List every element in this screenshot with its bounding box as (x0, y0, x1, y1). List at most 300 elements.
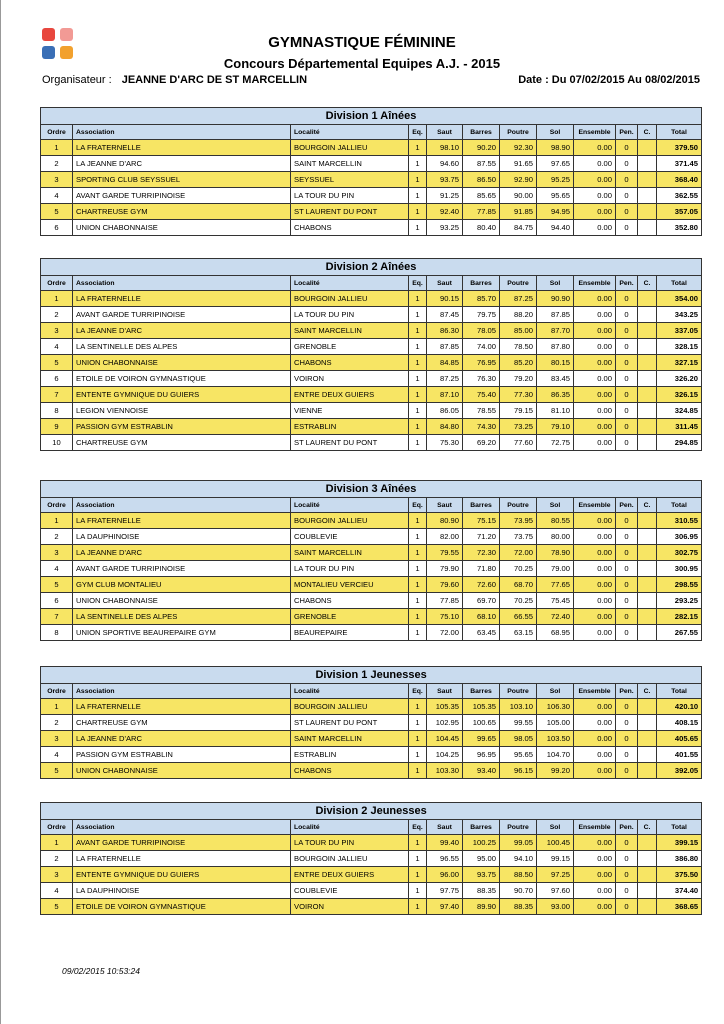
cell-floor: 86.35 (537, 387, 574, 403)
cell-team: 1 (409, 883, 427, 899)
cell-beam: 94.10 (500, 851, 537, 867)
cell-bars: 69.20 (463, 435, 500, 451)
cell-floor: 68.95 (537, 625, 574, 641)
cell-ensemble: 0.00 (574, 609, 616, 625)
cell-locality: SAINT MARCELLIN (291, 545, 409, 561)
cell-beam: 77.60 (500, 435, 537, 451)
cell-floor: 80.00 (537, 529, 574, 545)
cell-rank: 5 (41, 899, 73, 915)
cell-c (638, 715, 657, 731)
cell-ensemble: 0.00 (574, 172, 616, 188)
column-header-penalty: Pen. (616, 820, 638, 835)
column-header-beam: Poutre (500, 276, 537, 291)
column-header-vault: Saut (427, 684, 463, 699)
cell-c (638, 307, 657, 323)
cell-c (638, 419, 657, 435)
cell-rank: 1 (41, 513, 73, 529)
cell-beam: 99.55 (500, 715, 537, 731)
cell-penalty: 0 (616, 156, 638, 172)
cell-c (638, 747, 657, 763)
table-row (41, 172, 702, 188)
cell-rank: 5 (41, 763, 73, 779)
cell-bars: 76.95 (463, 355, 500, 371)
column-header-row (41, 125, 702, 140)
cell-locality: VIENNE (291, 403, 409, 419)
cell-vault: 87.10 (427, 387, 463, 403)
cell-team: 1 (409, 220, 427, 236)
column-header-row (41, 684, 702, 699)
cell-ensemble: 0.00 (574, 763, 616, 779)
column-header-team: Eq. (409, 820, 427, 835)
cell-total: 298.55 (657, 577, 702, 593)
column-header-beam: Poutre (500, 498, 537, 513)
cell-total: 326.15 (657, 387, 702, 403)
cell-beam: 103.10 (500, 699, 537, 715)
cell-penalty: 0 (616, 419, 638, 435)
column-header-locality: Localité (291, 125, 409, 140)
cell-team: 1 (409, 899, 427, 915)
cell-floor: 80.15 (537, 355, 574, 371)
cell-bars: 68.10 (463, 609, 500, 625)
cell-locality: CHABONS (291, 220, 409, 236)
column-header-total: Total (657, 820, 702, 835)
cell-total: 327.15 (657, 355, 702, 371)
cell-c (638, 188, 657, 204)
column-header-team: Eq. (409, 276, 427, 291)
cell-floor: 87.85 (537, 307, 574, 323)
cell-beam: 88.50 (500, 867, 537, 883)
column-header-rank: Ordre (41, 820, 73, 835)
cell-total: 343.25 (657, 307, 702, 323)
cell-locality: BOURGOIN JALLIEU (291, 851, 409, 867)
cell-association: UNION CHABONNAISE (73, 355, 291, 371)
cell-ensemble: 0.00 (574, 747, 616, 763)
cell-rank: 8 (41, 625, 73, 641)
cell-c (638, 371, 657, 387)
cell-ensemble: 0.00 (574, 577, 616, 593)
cell-c (638, 323, 657, 339)
cell-total: 379.50 (657, 140, 702, 156)
column-header-vault: Saut (427, 125, 463, 140)
cell-c (638, 291, 657, 307)
cell-association: LA FRATERNELLE (73, 699, 291, 715)
cell-floor: 79.10 (537, 419, 574, 435)
cell-team: 1 (409, 763, 427, 779)
cell-total: 311.45 (657, 419, 702, 435)
cell-c (638, 220, 657, 236)
cell-total: 420.10 (657, 699, 702, 715)
cell-floor: 95.65 (537, 188, 574, 204)
cell-team: 1 (409, 561, 427, 577)
cell-bars: 78.05 (463, 323, 500, 339)
cell-c (638, 204, 657, 220)
column-header-locality: Localité (291, 498, 409, 513)
cell-c (638, 140, 657, 156)
cell-team: 1 (409, 403, 427, 419)
cell-beam: 73.75 (500, 529, 537, 545)
cell-locality: COUBLEVIE (291, 883, 409, 899)
cell-locality: LA TOUR DU PIN (291, 188, 409, 204)
cell-penalty: 0 (616, 513, 638, 529)
cell-bars: 90.20 (463, 140, 500, 156)
cell-vault: 93.75 (427, 172, 463, 188)
cell-ensemble: 0.00 (574, 291, 616, 307)
cell-vault: 90.15 (427, 291, 463, 307)
cell-bars: 71.20 (463, 529, 500, 545)
cell-c (638, 561, 657, 577)
cell-total: 401.55 (657, 747, 702, 763)
cell-association: LA JEANNE D'ARC (73, 731, 291, 747)
cell-locality: ENTRE DEUX GUIERS (291, 867, 409, 883)
cell-vault: 79.60 (427, 577, 463, 593)
cell-total: 368.40 (657, 172, 702, 188)
cell-floor: 106.30 (537, 699, 574, 715)
cell-bars: 74.00 (463, 339, 500, 355)
cell-penalty: 0 (616, 625, 638, 641)
cell-floor: 103.50 (537, 731, 574, 747)
cell-ensemble: 0.00 (574, 835, 616, 851)
cell-rank: 4 (41, 883, 73, 899)
cell-penalty: 0 (616, 867, 638, 883)
cell-beam: 78.50 (500, 339, 537, 355)
cell-total: 306.95 (657, 529, 702, 545)
cell-bars: 89.90 (463, 899, 500, 915)
cell-beam: 72.00 (500, 545, 537, 561)
cell-beam: 73.25 (500, 419, 537, 435)
table-row (41, 307, 702, 323)
cell-locality: GRENOBLE (291, 609, 409, 625)
table-row (41, 867, 702, 883)
cell-floor: 87.80 (537, 339, 574, 355)
cell-vault: 87.45 (427, 307, 463, 323)
organizer-label: Organisateur : (42, 74, 112, 86)
cell-rank: 3 (41, 323, 73, 339)
table-row (41, 883, 702, 899)
cell-ensemble: 0.00 (574, 371, 616, 387)
column-header-rank: Ordre (41, 684, 73, 699)
cell-penalty: 0 (616, 204, 638, 220)
cell-vault: 86.05 (427, 403, 463, 419)
cell-rank: 2 (41, 529, 73, 545)
cell-bars: 96.95 (463, 747, 500, 763)
cell-rank: 9 (41, 419, 73, 435)
cell-beam: 85.20 (500, 355, 537, 371)
cell-association: GYM CLUB MONTALIEU (73, 577, 291, 593)
cell-bars: 93.75 (463, 867, 500, 883)
cell-vault: 82.00 (427, 529, 463, 545)
cell-penalty: 0 (616, 220, 638, 236)
column-header-ensemble: Ensemble (574, 820, 616, 835)
cell-beam: 92.30 (500, 140, 537, 156)
cell-total: 362.55 (657, 188, 702, 204)
cell-team: 1 (409, 593, 427, 609)
table-row (41, 835, 702, 851)
cell-vault: 80.90 (427, 513, 463, 529)
cell-team: 1 (409, 435, 427, 451)
table-row (41, 220, 702, 236)
column-header-rank: Ordre (41, 276, 73, 291)
cell-floor: 97.25 (537, 867, 574, 883)
cell-beam: 73.95 (500, 513, 537, 529)
cell-rank: 4 (41, 339, 73, 355)
cell-c (638, 513, 657, 529)
column-header-floor: Sol (537, 125, 574, 140)
cell-penalty: 0 (616, 291, 638, 307)
table-row (41, 747, 702, 763)
cell-c (638, 883, 657, 899)
column-header-penalty: Pen. (616, 276, 638, 291)
column-header-c: C. (638, 125, 657, 140)
cell-c (638, 835, 657, 851)
cell-rank: 3 (41, 867, 73, 883)
cell-locality: BOURGOIN JALLIEU (291, 699, 409, 715)
column-header-ensemble: Ensemble (574, 684, 616, 699)
cell-total: 352.80 (657, 220, 702, 236)
table-row (41, 851, 702, 867)
cell-vault: 87.85 (427, 339, 463, 355)
cell-ensemble: 0.00 (574, 867, 616, 883)
cell-team: 1 (409, 699, 427, 715)
cell-locality: VOIRON (291, 899, 409, 915)
cell-vault: 84.85 (427, 355, 463, 371)
column-header-bars: Barres (463, 276, 500, 291)
table-row (41, 763, 702, 779)
cell-vault: 77.85 (427, 593, 463, 609)
cell-penalty: 0 (616, 715, 638, 731)
cell-c (638, 387, 657, 403)
cell-penalty: 0 (616, 747, 638, 763)
cell-vault: 98.10 (427, 140, 463, 156)
cell-vault: 94.60 (427, 156, 463, 172)
cell-bars: 72.60 (463, 577, 500, 593)
column-header-vault: Saut (427, 820, 463, 835)
cell-association: UNION CHABONNAISE (73, 763, 291, 779)
cell-ensemble: 0.00 (574, 307, 616, 323)
cell-association: CHARTREUSE GYM (73, 204, 291, 220)
cell-rank: 2 (41, 715, 73, 731)
cell-penalty: 0 (616, 561, 638, 577)
column-header-beam: Poutre (500, 684, 537, 699)
cell-team: 1 (409, 419, 427, 435)
cell-ensemble: 0.00 (574, 204, 616, 220)
cell-association: ENTENTE GYMNIQUE DU GUIERS (73, 387, 291, 403)
cell-penalty: 0 (616, 577, 638, 593)
cell-ensemble: 0.00 (574, 899, 616, 915)
cell-team: 1 (409, 140, 427, 156)
column-header-bars: Barres (463, 125, 500, 140)
column-header-team: Eq. (409, 125, 427, 140)
cell-locality: BEAUREPAIRE (291, 625, 409, 641)
table-row (41, 323, 702, 339)
cell-bars: 75.15 (463, 513, 500, 529)
cell-penalty: 0 (616, 355, 638, 371)
cell-team: 1 (409, 747, 427, 763)
division-table (40, 480, 702, 641)
cell-locality: BOURGOIN JALLIEU (291, 513, 409, 529)
cell-bars: 93.40 (463, 763, 500, 779)
cell-total: 337.05 (657, 323, 702, 339)
cell-bars: 63.45 (463, 625, 500, 641)
column-header-association: Association (73, 498, 291, 513)
table-row (41, 699, 702, 715)
column-header-total: Total (657, 276, 702, 291)
cell-bars: 100.25 (463, 835, 500, 851)
cell-rank: 3 (41, 545, 73, 561)
cell-ensemble: 0.00 (574, 593, 616, 609)
cell-c (638, 851, 657, 867)
cell-rank: 5 (41, 577, 73, 593)
cell-floor: 90.90 (537, 291, 574, 307)
cell-locality: VOIRON (291, 371, 409, 387)
page-edge (0, 0, 1, 1024)
cell-team: 1 (409, 204, 427, 220)
column-header-floor: Sol (537, 684, 574, 699)
cell-total: 324.85 (657, 403, 702, 419)
cell-floor: 105.00 (537, 715, 574, 731)
cell-total: 375.50 (657, 867, 702, 883)
competition-dates: Date : Du 07/02/2015 Au 08/02/2015 (518, 74, 700, 86)
cell-penalty: 0 (616, 172, 638, 188)
cell-team: 1 (409, 625, 427, 641)
cell-bars: 95.00 (463, 851, 500, 867)
page-title: GYMNASTIQUE FÉMININE (268, 34, 456, 51)
cell-floor: 97.65 (537, 156, 574, 172)
cell-total: 282.15 (657, 609, 702, 625)
cell-c (638, 899, 657, 915)
cell-c (638, 731, 657, 747)
cell-association: PASSION GYM ESTRABLIN (73, 419, 291, 435)
cell-bars: 72.30 (463, 545, 500, 561)
column-header-rank: Ordre (41, 125, 73, 140)
cell-locality: SAINT MARCELLIN (291, 323, 409, 339)
cell-c (638, 403, 657, 419)
cell-beam: 96.15 (500, 763, 537, 779)
division-title: Division 2 Aînées (41, 259, 702, 276)
column-header-association: Association (73, 684, 291, 699)
cell-locality: CHABONS (291, 593, 409, 609)
cell-beam: 70.25 (500, 561, 537, 577)
cell-rank: 3 (41, 172, 73, 188)
cell-association: LEGION VIENNOISE (73, 403, 291, 419)
cell-association: ETOILE DE VOIRON GYMNASTIQUE (73, 899, 291, 915)
cell-bars: 79.75 (463, 307, 500, 323)
cell-vault: 99.40 (427, 835, 463, 851)
cell-association: LA JEANNE D'ARC (73, 545, 291, 561)
cell-floor: 98.90 (537, 140, 574, 156)
column-header-beam: Poutre (500, 125, 537, 140)
cell-penalty: 0 (616, 529, 638, 545)
cell-floor: 81.10 (537, 403, 574, 419)
column-header-row (41, 498, 702, 513)
cell-vault: 79.90 (427, 561, 463, 577)
cell-vault: 104.25 (427, 747, 463, 763)
cell-floor: 87.70 (537, 323, 574, 339)
cell-floor: 94.95 (537, 204, 574, 220)
column-header-row (41, 276, 702, 291)
table-row (41, 577, 702, 593)
cell-locality: SAINT MARCELLIN (291, 731, 409, 747)
cell-vault: 97.40 (427, 899, 463, 915)
cell-floor: 99.15 (537, 851, 574, 867)
column-header-association: Association (73, 276, 291, 291)
cell-locality: ST LAURENT DU PONT (291, 204, 409, 220)
cell-association: LA FRATERNELLE (73, 291, 291, 307)
cell-rank: 5 (41, 355, 73, 371)
cell-team: 1 (409, 867, 427, 883)
cell-association: AVANT GARDE TURRIPINOISE (73, 307, 291, 323)
cell-total: 408.15 (657, 715, 702, 731)
cell-rank: 1 (41, 140, 73, 156)
cell-beam: 79.15 (500, 403, 537, 419)
cell-floor: 79.00 (537, 561, 574, 577)
cell-rank: 2 (41, 851, 73, 867)
cell-penalty: 0 (616, 371, 638, 387)
cell-bars: 85.70 (463, 291, 500, 307)
cell-total: 293.25 (657, 593, 702, 609)
division-table (40, 802, 702, 915)
column-header-beam: Poutre (500, 820, 537, 835)
cell-vault: 97.75 (427, 883, 463, 899)
cell-bars: 87.55 (463, 156, 500, 172)
cell-locality: ESTRABLIN (291, 747, 409, 763)
cell-penalty: 0 (616, 899, 638, 915)
table-row (41, 715, 702, 731)
cell-rank: 2 (41, 156, 73, 172)
cell-total: 371.45 (657, 156, 702, 172)
cell-vault: 87.25 (427, 371, 463, 387)
cell-association: LA FRATERNELLE (73, 140, 291, 156)
cell-beam: 99.05 (500, 835, 537, 851)
cell-c (638, 763, 657, 779)
cell-rank: 4 (41, 188, 73, 204)
cell-bars: 105.35 (463, 699, 500, 715)
column-header-total: Total (657, 684, 702, 699)
cell-ensemble: 0.00 (574, 715, 616, 731)
cell-rank: 1 (41, 835, 73, 851)
cell-beam: 63.15 (500, 625, 537, 641)
cell-association: UNION SPORTIVE BEAUREPAIRE GYM (73, 625, 291, 641)
cell-total: 399.15 (657, 835, 702, 851)
division-title: Division 1 Jeunesses (41, 667, 702, 684)
cell-vault: 75.10 (427, 609, 463, 625)
organizer-line (42, 74, 307, 86)
cell-bars: 78.55 (463, 403, 500, 419)
cell-ensemble: 0.00 (574, 323, 616, 339)
cell-ensemble: 0.00 (574, 419, 616, 435)
cell-association: CHARTREUSE GYM (73, 435, 291, 451)
cell-team: 1 (409, 715, 427, 731)
cell-team: 1 (409, 371, 427, 387)
table-row (41, 387, 702, 403)
cell-beam: 84.75 (500, 220, 537, 236)
cell-floor: 94.40 (537, 220, 574, 236)
cell-bars: 69.70 (463, 593, 500, 609)
column-header-total: Total (657, 125, 702, 140)
organizer-name: JEANNE D'ARC DE ST MARCELLIN (121, 74, 308, 86)
cell-vault: 72.00 (427, 625, 463, 641)
cell-vault: 84.80 (427, 419, 463, 435)
cell-team: 1 (409, 609, 427, 625)
cell-association: LA SENTINELLE DES ALPES (73, 339, 291, 355)
cell-rank: 3 (41, 731, 73, 747)
table-row (41, 609, 702, 625)
cell-locality: SAINT MARCELLIN (291, 156, 409, 172)
cell-penalty: 0 (616, 403, 638, 419)
cell-rank: 5 (41, 204, 73, 220)
cell-rank: 6 (41, 220, 73, 236)
cell-association: AVANT GARDE TURRIPINOISE (73, 561, 291, 577)
table-row (41, 731, 702, 747)
